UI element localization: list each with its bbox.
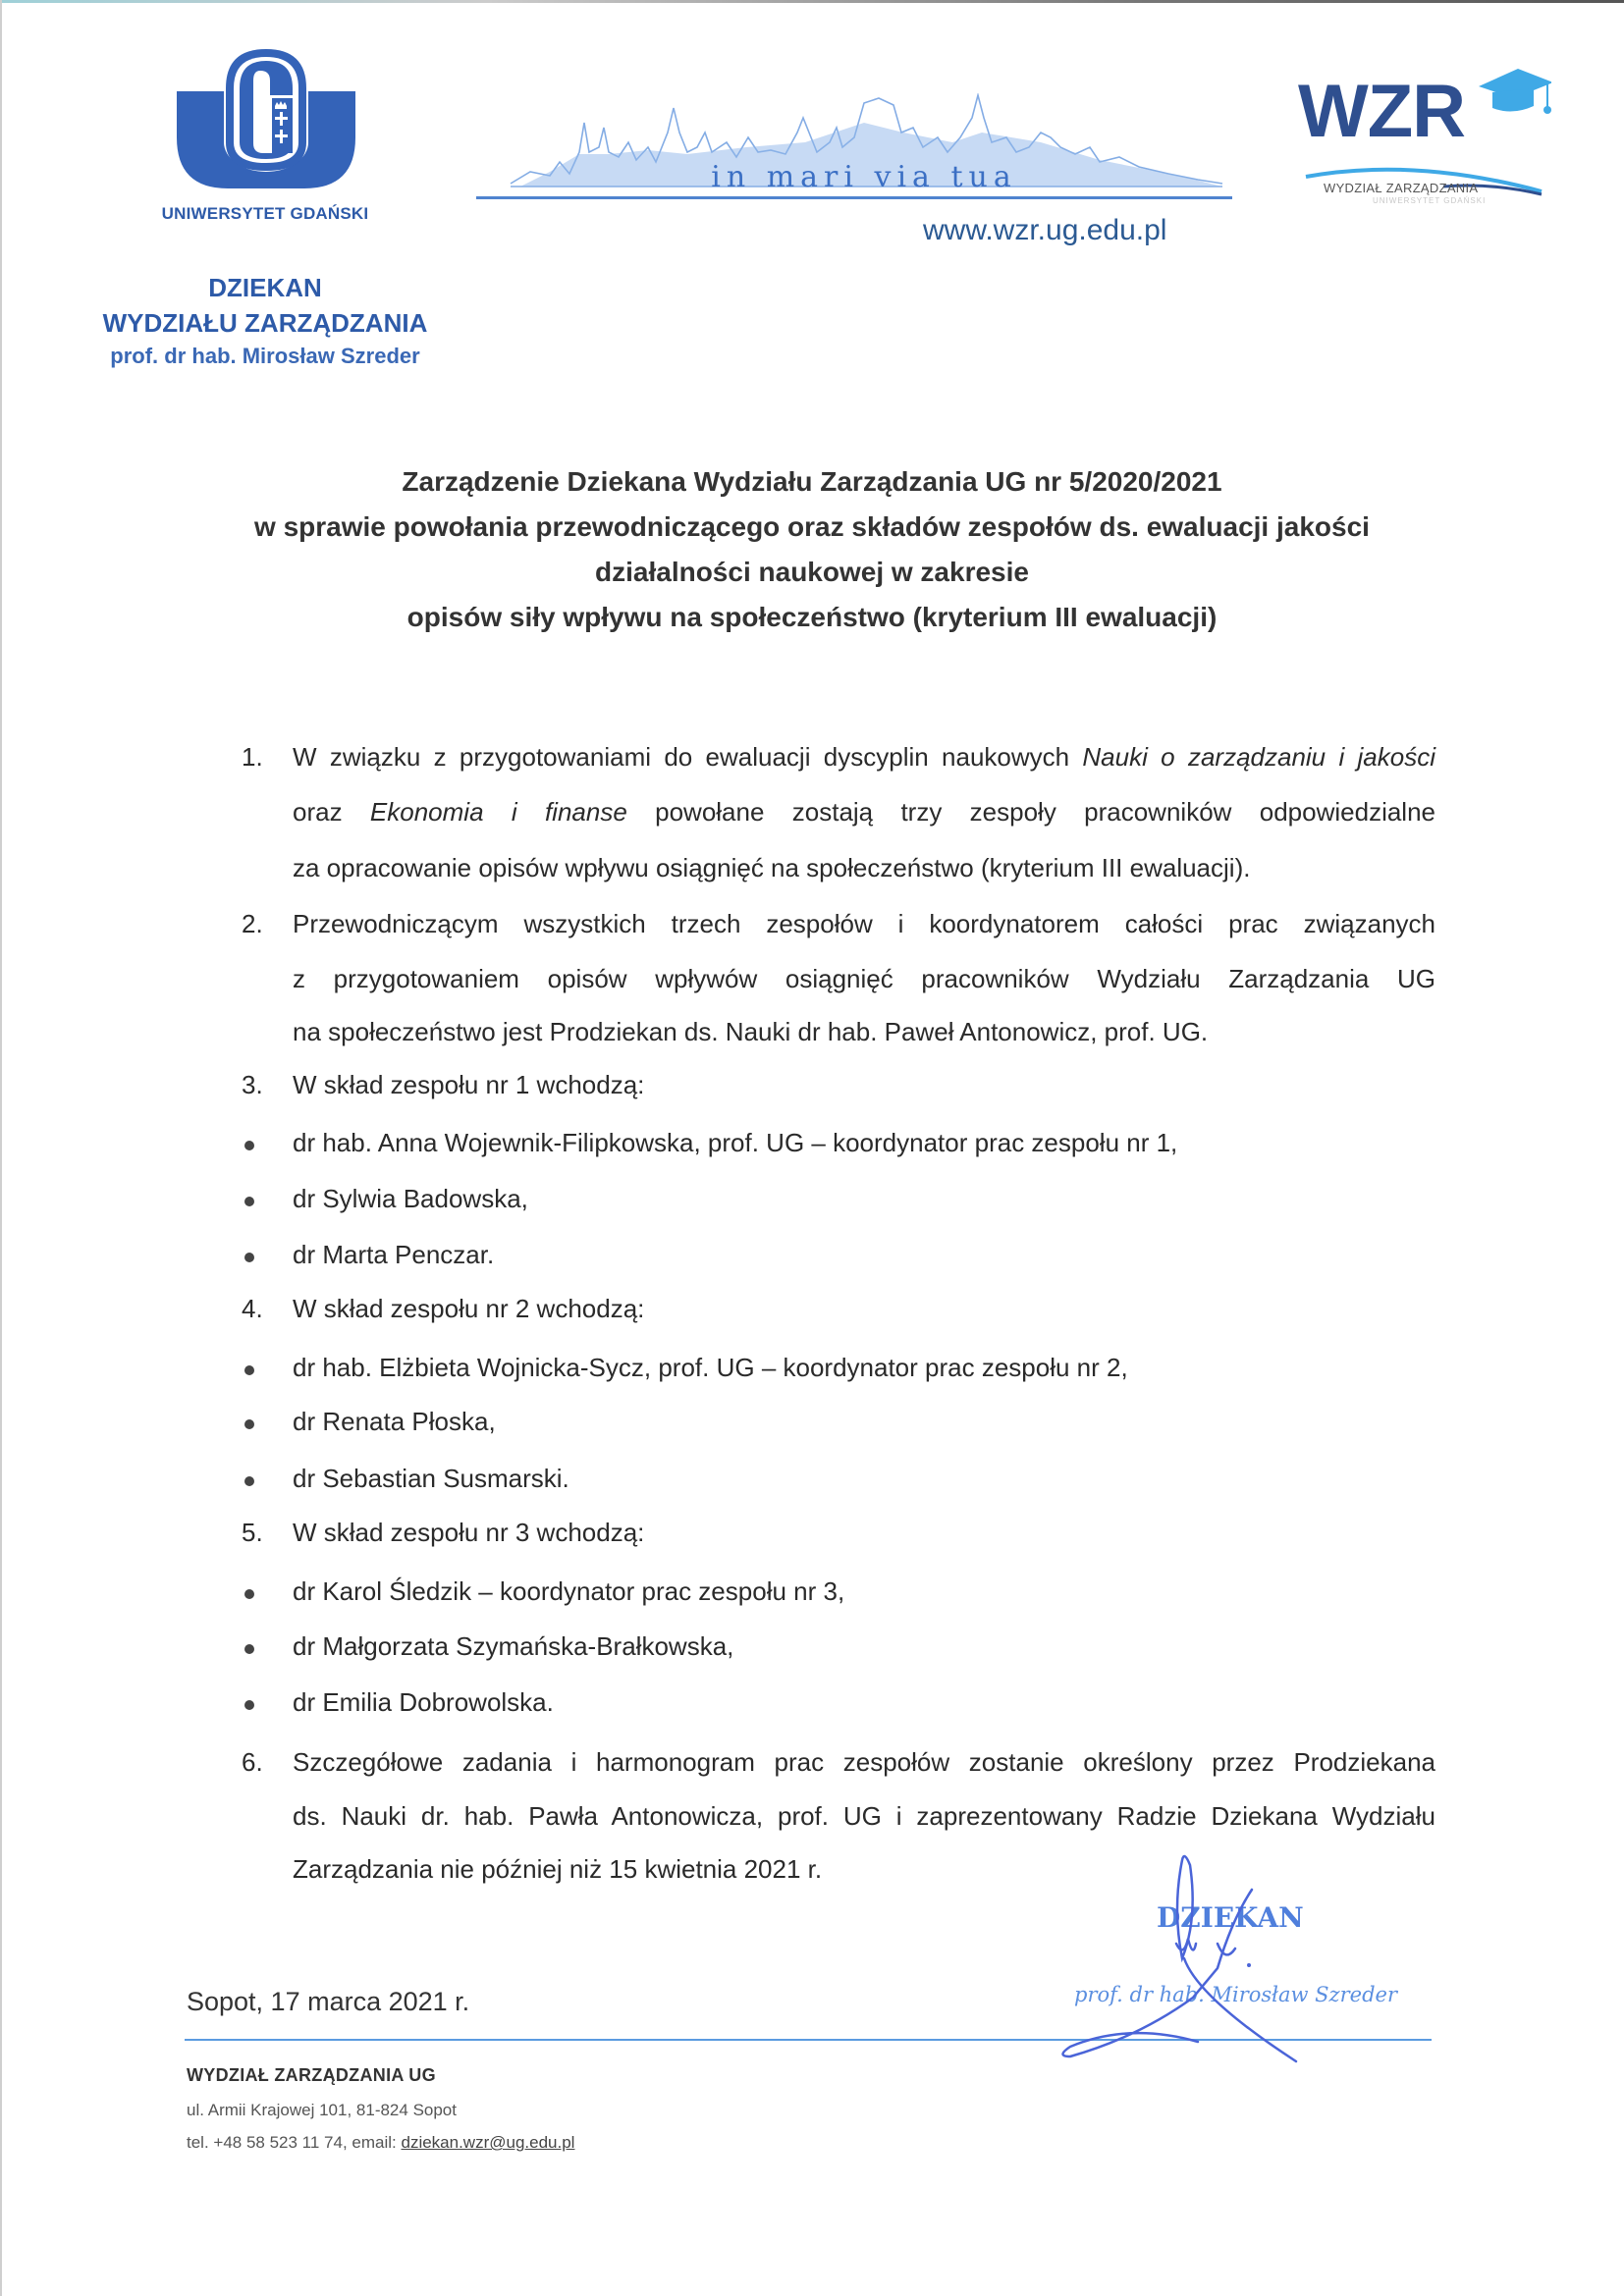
handwritten-signature-icon [1051,1850,1326,2076]
bullet-icon [244,1365,254,1375]
header-rule [476,196,1232,199]
footer-phone: tel. +48 58 523 11 74, email: [187,2133,402,2152]
place-date: Sopot, 17 marca 2021 r. [187,1987,470,2016]
scan-border-top [0,0,1624,3]
title-line-3: działalności naukowej w zakresie [595,557,1029,587]
discipline-name: Nauki o zarządzaniu i jakości [1082,742,1435,772]
bullet-icon [244,1644,254,1654]
item-number: 2. [242,909,263,938]
team-1-member: dr Sylwia Badowska, [293,1184,528,1213]
dean-title: DZIEKAN [208,273,322,302]
item-6-line-1: Szczegółowe zadania i harmonogram prac zespołów zostanie określony przez Prodziekana [293,1747,1435,1777]
faculty-name: WYDZIAŁU ZARZĄDZANIA [102,308,428,338]
team-1-member: dr hab. Anna Wojewnik-Filipkowska, prof. UG – koordynator prac zespołu nr 1, [293,1128,1178,1157]
team-3-member: dr Emilia Dobrowolska. [293,1687,554,1717]
team-2-member: dr Sebastian Susmarski. [293,1464,569,1493]
item-6-line-3: Zarządzania nie później niż 15 kwietnia 2021 r. [293,1854,823,1884]
title-line-4: opisów siły wpływu na społeczeństwo (kryterium III ewaluacji) [406,602,1218,632]
university-logo-icon [177,49,355,188]
motto: in mari via tua [711,160,1017,194]
item-2-line-3: na społeczeństwo jest Prodziekan ds. Nauki dr hab. Paweł Antonowicz, prof. UG. [293,1017,1209,1046]
footer-email-link[interactable]: dziekan.wzr@ug.edu.pl [401,2133,575,2152]
item-6-line-2: ds. Nauki dr. hab. Pawła Antonowicza, prof. UG i zaprezentowany Radzie Dziekana Wydziału [293,1801,1435,1831]
team-2-member: dr Renata Płoska, [293,1407,496,1436]
item-number: 1. [242,742,263,772]
item-3-text: W skład zespołu nr 1 wchodzą: [293,1070,645,1099]
bullet-icon [244,1253,254,1262]
item-number: 6. [242,1747,263,1777]
item-number: 4. [242,1294,263,1323]
title-line-1: Zarządzenie Dziekana Wydziału Zarządzania UG nr 5/2020/2021 [402,466,1222,497]
item-text: W związku z przygotowaniami do ewaluacji dyscyplin naukowych [293,742,1083,772]
team-3-member: dr Karol Śledzik – koordynator prac zespołu nr 3, [293,1576,845,1606]
item-1-line-2 [293,797,1435,828]
stamp-name: prof. dr hab. Mirosław Szreder [1074,1983,1397,2006]
wzr-subtitle-small: UNIWERSYTET GDAŃSKI [1373,196,1487,205]
item-4-text: W skład zespołu nr 2 wchodzą: [293,1294,645,1323]
item-1-line-3: za opracowanie opisów wpływu osiągnięć na społeczeństwo (kryterium III ewaluacji). [293,853,1251,882]
item-2-line-2: z przygotowaniem opisów wpływów osiągnięć pracowników Wydziału Zarządzania UG [293,964,1435,993]
footer-address: ul. Armii Krajowej 101, 81-824 Sopot [187,2101,457,2119]
bullet-icon [244,1700,254,1710]
bullet-icon [244,1476,254,1486]
title-line-2: w sprawie powołania przewodniczącego oraz składów zespołów ds. ewaluacji jakości [254,511,1370,542]
wzr-logo-text: WZR [1298,70,1466,153]
bullet-icon [244,1141,254,1150]
discipline-name: Ekonomia i finanse [369,797,627,827]
dean-block [59,270,471,372]
document-title [177,459,1447,640]
item-2-line-1: Przewodniczącym wszystkich trzech zespołów i koordynatorem całości prac związanych [293,909,1435,938]
bullet-icon [244,1589,254,1599]
team-3-member: dr Małgorzata Szymańska-Brałkowska, [293,1631,734,1661]
footer-org: WYDZIAŁ ZARZĄDZANIA UG [187,2065,436,2085]
item-1-line-1 [293,742,1435,773]
team-1-member: dr Marta Penczar. [293,1240,495,1269]
item-text: powołane zostają trzy zespoły pracowników odpowiedzialne [626,797,1435,827]
item-number: 3. [242,1070,263,1099]
item-number: 5. [242,1518,263,1547]
website-link[interactable]: www.wzr.ug.edu.pl [923,214,1167,246]
bullet-icon [244,1197,254,1206]
bullet-icon [244,1419,254,1429]
scan-border-left [0,0,2,2296]
team-2-member: dr hab. Elżbieta Wojnicka-Sycz, prof. UG – koordynator prac zespołu nr 2, [293,1353,1128,1382]
stamp-title: DZIEKAN [1157,1901,1304,1934]
item-5-text: W skład zespołu nr 3 wchodzą: [293,1518,645,1547]
footer-contact [187,2133,574,2153]
university-name: UNIWERSYTET GDAŃSKI [161,204,369,223]
wzr-subtitle: WYDZIAŁ ZARZĄDZANIA [1324,181,1479,195]
item-text: oraz [293,797,370,827]
dean-name: prof. dr hab. Mirosław Szreder [110,344,420,368]
